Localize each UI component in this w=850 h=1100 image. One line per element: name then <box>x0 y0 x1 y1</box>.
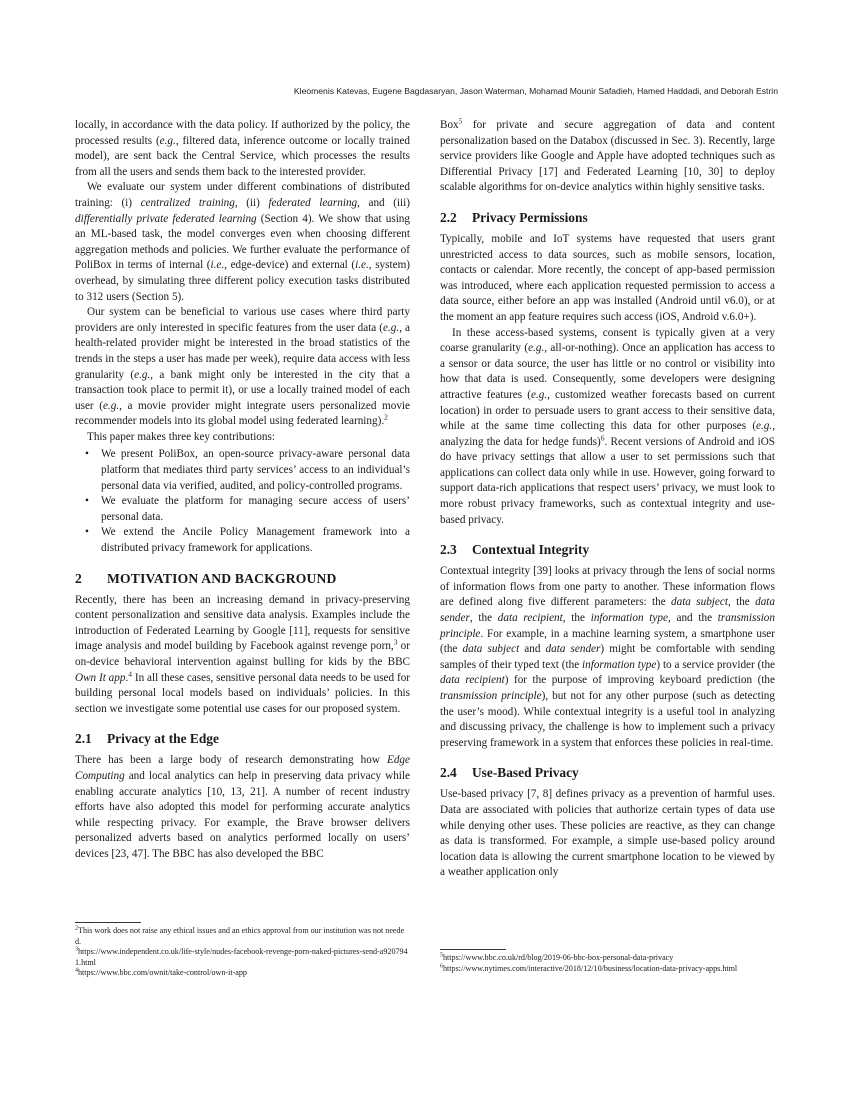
footnotes-left <box>75 922 410 979</box>
list-item: • We evaluate the platform for managing secure access of users’ personal data. <box>101 494 410 525</box>
footnote-rule <box>75 922 141 923</box>
text-run-italic: Edge Computing <box>75 754 410 782</box>
text-run: and local analytics can help in preserving data privacy while enabling accurate analytics [10, 13, 21]. A number of recent industry efforts have also adopted this model for performing accurate analytics while respecting privacy. For example, the Brave browser delivers personalized adverts based on analytics performed locally on users’ devices [23, 47]. The BBC has also developed the BBC <box>75 769 410 860</box>
text-run: In all these cases, sensitive personal data needs to be used for building personal local models based on individuals’ policies. In this section we investigate some potential use cases for our proposed system. <box>75 671 411 715</box>
paragraph: In these access-based systems, consent is typically given at a very coarse granularity (e.g., all-or-nothing). Once an application has access to a sensor or data source, the user has little or no control or visibility into how that data is used. Consequently, some developers were designing attractive features (e.g., customized weather forecasts based on current location) in order to persuade users to grant access to their sensitive data, while at the same time collecting this data for other purposes (e.g., analyzing the data for hedge funds)$^6$. Recent versions of Android and iOS do have privacy settings that allow a user to set permissions such that applications can collect data only while in use. However, going forward to support data-rich applications that respect users’ privacy, we must look to more robust privacy frameworks, such as contextual integrity and use-based privacy. <box>440 326 776 526</box>
list-item: • We present PoliBox, an open-source privacy-aware personal data platform that mediates third party services’ access to an individual’s personal data via verified, audited, and policy-controlled programs. <box>101 447 410 494</box>
paragraph <box>75 593 410 718</box>
footnote: $^4$https://www.bbc.com/ownit/take-control/own-it-app <box>75 967 247 978</box>
paragraph <box>75 753 410 862</box>
footnote-rule <box>440 949 506 950</box>
section-heading <box>75 571 410 587</box>
footnote-mark: 4 <box>128 668 132 678</box>
section-title: MOTIVATION AND BACKGROUND <box>107 570 337 586</box>
subsection-title: Privacy Permissions <box>472 209 588 225</box>
right-column <box>440 118 775 881</box>
paragraph: We evaluate our system under different combinations of distributed training: (i) centralized training, (ii) federated learning, and (iii) differentially private federated learning (Section 4). We show that using an ML-based task, the model converges even when choosing different aggregation methods and policies. We further evaluate the performance of PoliBox in terms of internal (i.e., edge-device) and external (i.e., system) overhead, by simulating three different policy execution tasks distributed to 312 users (Section 5). <box>75 181 410 303</box>
subsection-title: Privacy at the Edge <box>107 731 219 747</box>
section-number: 2 <box>75 570 82 586</box>
list-item: • We extend the Ancile Policy Management framework into a distributed privacy framework for applications. <box>101 525 410 556</box>
subsection-number: 2.1 <box>75 731 92 747</box>
subsection-heading <box>75 731 410 747</box>
subsection-number: 2.2 <box>440 209 457 225</box>
subsection-heading <box>440 210 775 226</box>
paragraph <box>440 118 775 196</box>
paragraph: Typically, mobile and IoT systems have requested that users grant unrestricted access to data sources, such as mobile sensors, location, contacts or calendar. More recently, the concept of app-based permission was introduced, where each application requested permission to access a data source, either before an app was installed (Android until v6.0), or at the moment an app feature requires such access (iOS, Android v.6.0+). <box>440 232 775 323</box>
text-run: Box <box>440 119 459 131</box>
paragraph: This paper makes three key contributions: <box>87 430 275 443</box>
footnote: $^3$https://www.independent.co.uk/life-style/nudes-facebook-revenge-porn-naked-pictures-send-a9207941.html <box>75 946 408 967</box>
text-run: Recently, there has been an increasing demand in privacy-preserving content personalization and sensitive data analysis. Examples include the introduction of Federated Learning by Google [11], requests for sensitive image analysis and model building by Facebook against revenge porn, <box>75 593 410 653</box>
subsection-title: Use-Based Privacy <box>472 765 579 781</box>
paragraph: Our system can be beneficial to various use cases where third party providers are only interested in specific features from the user data (e.g., a health-related provider might be interested in the broad statistics of the trends in the steps a user has made per week), require data access with less granularity (e.g., a bank might only be interested in the city that a transaction took place to permit it), or use a locally trained model of each user (e.g., a movie provider might integrate users personalized movie recommender models into its global model using federated learning).$^2$ <box>75 306 411 428</box>
subsection-title: Contextual Integrity <box>472 542 590 558</box>
subsection-number: 2.3 <box>440 542 457 558</box>
paragraph: Contextual integrity [39] looks at privacy through the lens of social norms of information flows from one party to another. These information flows are defined along five different parameters: the data subject, the data sender, the data recipient, the information type, and the transmission principle. For example, in a machine learning system, a smartphone user (the data subject and data sender) might be comfortable with sending samples of their typed text (the information type) to a service provider (the data recipient) for the purpose of improving keyboard prediction (the transmission principle), but not for any other purpose (such as detecting the user’s mood). While contextual integrity is a useful tool in analyzing and discussing privacy, the challenge is how to implement such a privacy preserving framework in a system that enforces these policies in real-time. <box>440 565 776 749</box>
footnote-mark: 5 <box>458 116 463 126</box>
footnotes-right <box>440 949 775 974</box>
footnote: $^6$https://www.nytimes.com/interactive/2018/12/10/business/location-data-privacy-apps.html <box>440 962 738 973</box>
subsection-number: 2.4 <box>440 765 457 781</box>
running-head-authors: Kleomenis Katevas, Eugene Bagdasaryan, Jason Waterman, Mohamad Mounir Safadieh, Hamed Haddadi, and Deborah Estrin <box>293 86 778 96</box>
paragraph: Use-based privacy [7, 8] defines privacy as a prevention of harmful uses. Data are associated with policies that authorize certain types of data use while denying other uses. These policies are reactive, as they can change as data is transformed. For example, a simple use-based policy around location data is allowing the current smartphone location to be viewed by a weather application only <box>440 788 775 879</box>
text-run: There has been a large body of research demonstrating how <box>75 754 387 767</box>
subsection-heading <box>440 542 775 558</box>
text-run-italic: Own It app <box>75 671 126 684</box>
text-run: for private and secure aggregation of data and content personalization based on the Databox (discussed in Sec. 3). Recently, large service providers like Google and Apple have adopted techniques such as Differential Privacy [17] and Federated Learning [10, 30] to deploy scalable algorithms for on-device analytics within highly sensitive tasks. <box>440 119 775 194</box>
footnote: $^2$This work does not raise any ethical issues and an ethics approval from our institution was not needed. <box>75 925 405 946</box>
text-run: or on-device behavioral intervention against bulling for kids by the BBC <box>75 640 410 668</box>
footnote-mark: 3 <box>393 637 398 647</box>
contributions-list <box>75 447 410 556</box>
text-run: . <box>125 671 129 684</box>
paragraph: locally, in accordance with the data policy. If authorized by the policy, the processed results (e.g., filtered data, inference outcome or locally trained model), are sent back the Central Service, which processes the results from all the users and sends them back to the interested provider. <box>75 119 410 178</box>
footnote: $^5$https://www.bbc.co.uk/rd/blog/2019-06-bbc-box-personal-data-privacy <box>440 952 674 962</box>
left-column <box>75 118 410 863</box>
subsection-heading <box>440 765 775 781</box>
